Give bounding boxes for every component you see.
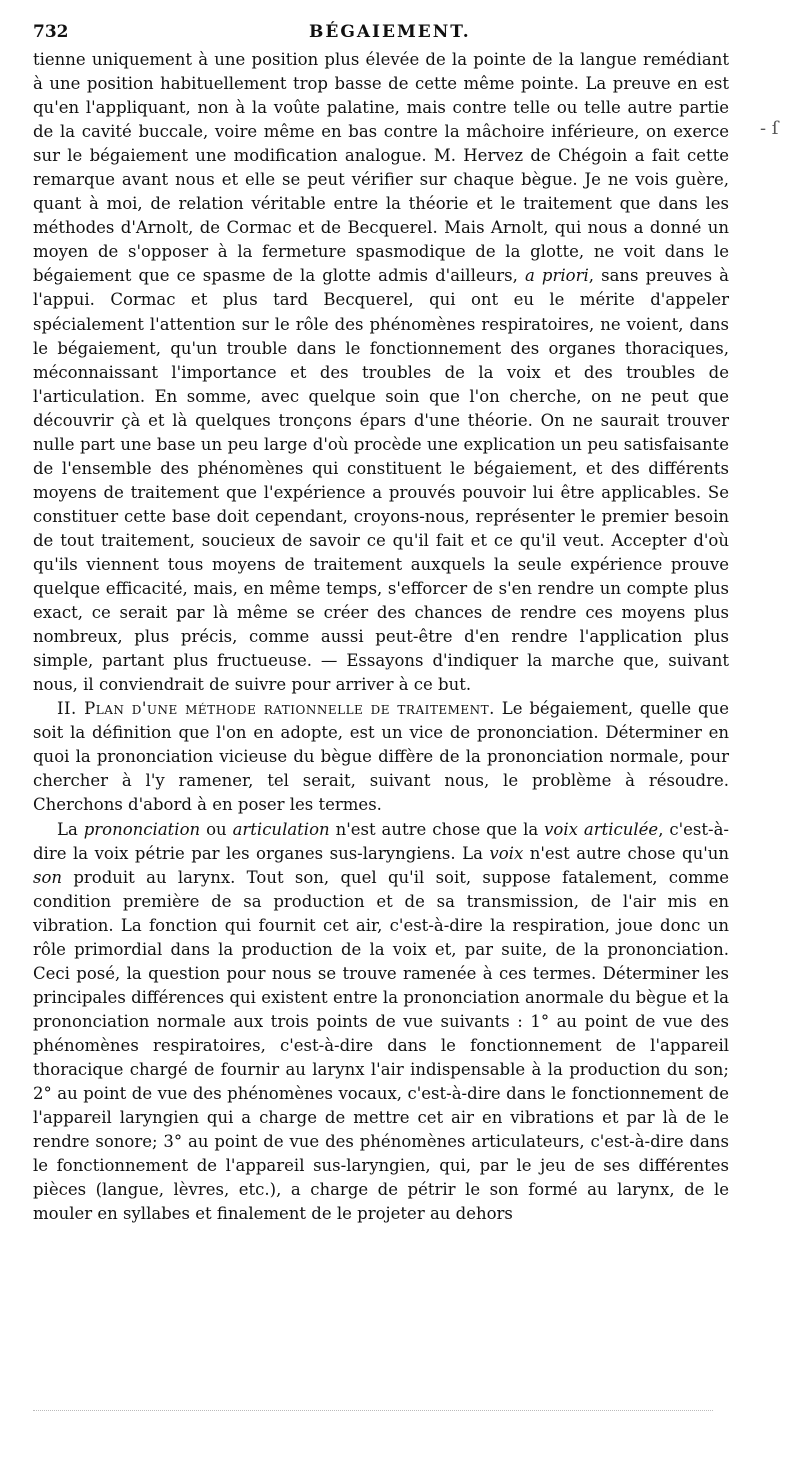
section-heading: II. Plan d'une méthode rationnelle de traitement. [57, 699, 495, 719]
paragraph-1-text: tienne uniquement à une position plus élevée de la pointe de la langue remédiant à une position habituellement trop basse de cette même pointe. La preuve en est qu'en l'appliquant, non à la voûte palatine, mais contre telle ou telle autre partie de la cavité buccale, voire même en bas contre la mâchoire inférieure, on exerce sur le bégaiement une modification analogue. M. Hervez de Chégoin a fait cette remarque avant nous et elle se peut vérifier sur chaque bègue. Je ne vois guère, quant à moi, de relation véritable entre la théorie et le traitement que dans les méthodes d'Arnolt, de Cormac et de Becquerel. Mais Arnolt, qui nous a donné un moyen de s'opposer à la fermeture spasmodique de la glotte, ne voit dans le bégaiement que ce spasme de la glotte admis d'ailleurs, [33, 50, 729, 286]
paragraph-1 [33, 48, 729, 697]
footer-rule [33, 1410, 713, 1415]
p3-f: produit au larynx. Tout son, quel qu'il soit, suppose fatalement, comme condition première de sa production et de sa transmission, de l'air mis en vibration. La fonction qui fournit cet air, c'est-à-dire la respiration, joue donc un rôle primordial dans la production de la voix et, par suite, de la prononciation. Ceci posé, la question pour nous se trouve ramenée à ces termes. Déterminer les principales différences qui existent entre la prononciation anormale du bègue et la prononciation normale aux trois points de vue suivants : 1° au point de vue des phénomènes respiratoires, c'est-à-dire dans le fonctionnement de l'appareil thoracique chargé de fournir au larynx l'air indispensable à la production du son; 2° au point de vue des phénomènes vocaux, c'est-à-dire dans le fonctionnement de l'appareil laryngien qui a charge de mettre cet air en vibrations et par là de le rendre sonore; 3° au point de vue des phénomènes articulateurs, c'est-à-dire dans le fonctionnement de l'appareil sus-laryngien, qui, par le jeu de ses différentes pièces (langue, lèvres, etc.), a charge de pétrir le son formé au larynx, de le mouler en syllabes et finalement de le projeter au dehors [33, 867, 729, 1224]
paragraph-1-rest: , sans preuves à l'appui. Cormac et plus tard Becquerel, qui ont eu le mérite d'appeler spécialement l'attention sur le rôle des phénomènes respiratoires, ne voient, dans le bégaiement, qu'un trouble dans le fonctionnement des organes thoraciques, méconnaissant l'importance et des troubles de la voix et des troubles de l'articulation. En somme, avec quelque soin que l'on cherche, on ne peut que découvrir çà et là quelques tronçons épars d'une théorie. On ne saurait trouver nulle part une base un peu large d'où procède une explication un peu satisfaisante de l'ensemble des phénomènes qui constituent le bégaiement, et des différents moyens de traitement que l'expérience a prouvés pouvoir lui être applicables. Se constituer cette base doit cependant, croyons-nous, représenter le premier besoin de tout traitement, soucieux de savoir ce qu'il fait et ce qu'il veut. Accepter d'où qu'ils viennent tous moyens de traitement auxquels la seule expérience prouve quelque efficacité, mais, en même temps, s'efforcer de s'en rendre un compte plus exact, ce serait par là même se créer des chances de rendre ces moyens plus nombreux, plus précis, comme aussi peut-être d'en rendre l'application plus simple, partant plus fructueuse. — Essayons d'indiquer la marche que, suivant nous, il conviendrait de suivre pour arriver à ce but. [33, 266, 729, 695]
paragraph-2 [33, 697, 729, 817]
p3-e: n'est autre chose qu'un [523, 843, 730, 863]
paragraph-3 [33, 818, 729, 1227]
p3-em-voix-articulee: voix articulée [544, 819, 659, 839]
p3-em-voix: voix [489, 843, 524, 863]
paragraph-2-text: Le bégaiement, quelle que soit la définition que l'on en adopte, est un vice de prononciation. Déterminer en quoi la prononciation vicieuse du bègue diffère de la prononciation normale, pour chercher à l'y ramener, tel serait, suivant nous, le problème à résoudre. Cherchons d'abord à en poser les termes. [33, 699, 729, 815]
p3-em-articulation: articulation [232, 819, 330, 839]
running-header [33, 22, 729, 48]
p3-d: , c'est-à-dire la voix pétrie par les organes sus-laryngiens. La [33, 819, 729, 863]
page-number: 732 [33, 22, 69, 42]
paragraph-1-emphasis: a priori [524, 266, 589, 286]
book-page [33, 22, 729, 1226]
p3-a: La [57, 819, 84, 839]
p3-em-prononciation: prononciation [83, 819, 201, 839]
p3-b: ou [200, 819, 233, 839]
p3-em-son: son [33, 867, 63, 887]
p3-c: n'est autre chose que la [329, 819, 545, 839]
running-title: BÉGAIEMENT. [309, 22, 471, 42]
margin-annotation: - ſ [760, 118, 779, 139]
